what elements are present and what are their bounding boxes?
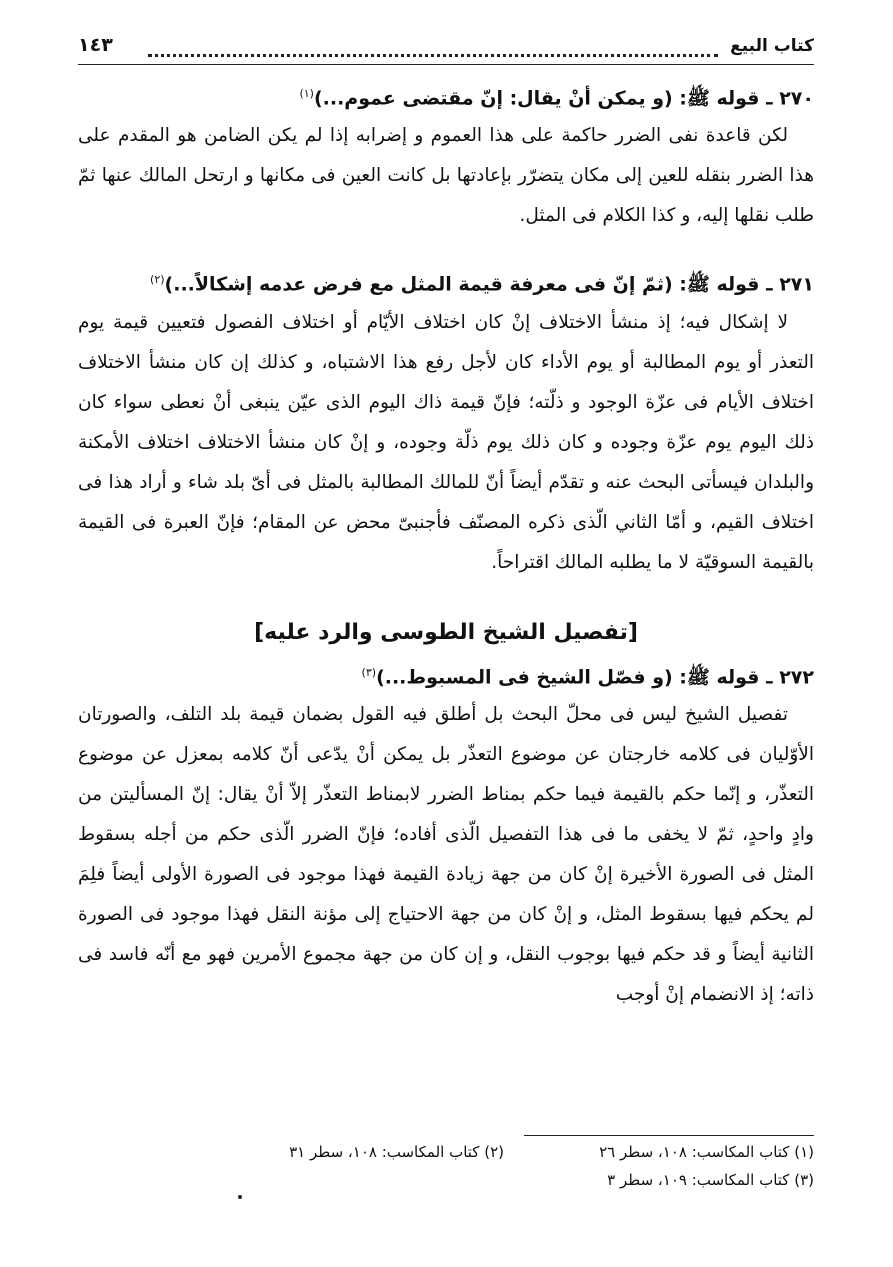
section-heading-271: [78, 262, 814, 302]
ink-dot: [238, 1195, 242, 1199]
page-number: ١٤٣: [78, 34, 113, 56]
heading-text: ٢٧٢ ـ قوله ﷺ: (و فصّل الشيخ فى المسبوط...): [376, 665, 814, 688]
footnote-3: (٣) كتاب المكاسب: ١٠٩، سطر ٣: [607, 1171, 814, 1189]
footnote-2: (٢) كتاب المكاسب: ١٠٨، سطر ٣١: [289, 1143, 504, 1161]
heading-text: ٢٧٠ ـ قوله ﷺ: (و يمكن أنْ يقال: إنّ مقتضى عموم...): [313, 87, 814, 110]
section-paragraph-270: لكن قاعدة نفى الضرر حاكمة على هذا العموم و إضرابه إذا لم يكن الضامن هو المقدم على هذا الضرر بنقله للعين إلى مكان يتضرّر بإعادتها بل كانت العين فى مكانها و ارتحل المالك عنها ثمّ طلب نقلها إليه، و كذا الكلام فى المثل.: [78, 125, 814, 227]
header-dot-leader: [148, 30, 718, 57]
footnote-row: [78, 1140, 814, 1164]
heading-text: ٢٧١ ـ قوله ﷺ: (ثمّ إنّ فى معرفة قيمة المثل مع فرض عدمه إشكالاً...): [164, 273, 814, 296]
spacer: [78, 583, 814, 611]
footnote-ref: (٣): [361, 665, 377, 679]
footnote-ref: (١): [299, 87, 314, 100]
section-heading-272: [78, 655, 814, 695]
footnote-rule: [524, 1135, 814, 1136]
section-heading-270: [78, 76, 814, 116]
chapter-heading: [تفصيل الشيخ الطوسى والرد عليه]: [254, 619, 638, 645]
main-text: [78, 76, 814, 1015]
footnotes: [78, 1135, 814, 1192]
footnote-ref: (٢): [150, 273, 165, 287]
book-page: [78, 30, 814, 1240]
footnote-1: (١) كتاب المكاسب: ١٠٨، سطر ٢٦: [599, 1143, 814, 1161]
section-paragraph-271: لا إشكال فيه؛ إذ منشأ الاختلاف إنْ كان اختلاف الأيّام أو اختلاف الفصول فتعيين قيمة يوم التعذر أو يوم المطالبة أو يوم الأداء كان لأجل رفع هذا الاشتباه، و كذلك إن كان منشأ الاختلاف اختلاف الأيام فى عزّة الوجود و ذلّته؛ فإنّ قيمة ذاك اليوم الذى عيّن ينبغى أنْ نعطى سواء كان ذلك اليوم يوم عزّة وجوده و كان ذلك يوم ذلّة وجوده، و إنْ كان منشأ الاختلاف اختلاف الأمكنة والبلدان فيسأتى البحث عنه و تقدّم أيضاً أنّ للمالك المطالبة بالمثل فى أىّ بلد شاء و أراد هذا فى اختلاف القيم، و أمّا الثاني الّذى ذكره المصنّف فأجنبىّ محض عن المقام؛ فإنّ العبرة فى القيمة بالقيمة السوقيّة لا ما يطلبه المالك اقتراحاً.: [78, 311, 814, 573]
spacer: [78, 236, 814, 262]
section-paragraph-272: تفصيل الشيخ ليس فى محلّ البحث بل أطلق فيه القول بضمان قيمة بلد التلف، والصورتان الأوّليان فى كلامه خارجتان عن موضوع التعذّر بل يمكن أنْ يدّعى أنّ كلامه بمعزل عن موضوع التعذّر، و إنّما حكم بالقيمة فيما حكم بمناط الضرر لابمناط التعذّر إلاّ أنْ يقال: إنّ المسأليتن من وادٍ واحدٍ، ثمّ لا يخفى ما فى هذا التفصيل الّذى أفاده؛ فإنّ الضرر الّذى حكم من أجله بسقوط المثل فى الصورة الأخيرة إنْ كان من جهة زيادة القيمة فهذا موجود فى الصورة الأولى أيضاً فلِمَ لم يحكم فيها بسقوط المثل، و إنْ كان من جهة الاحتياج إلى مؤنة النقل فهذا موجود فى الصورة الثانية أيضاً و قد حكم فيها بوجوب النقل، و إن كان من جهة مجموع الأمرين فهو مع أنّه فاسد فى ذاته؛ إذ الانضمام إنْ أوجب: [78, 703, 814, 1005]
running-header: [78, 30, 814, 65]
book-title: كتاب البيع: [730, 36, 814, 56]
footnote-row: [78, 1168, 814, 1192]
